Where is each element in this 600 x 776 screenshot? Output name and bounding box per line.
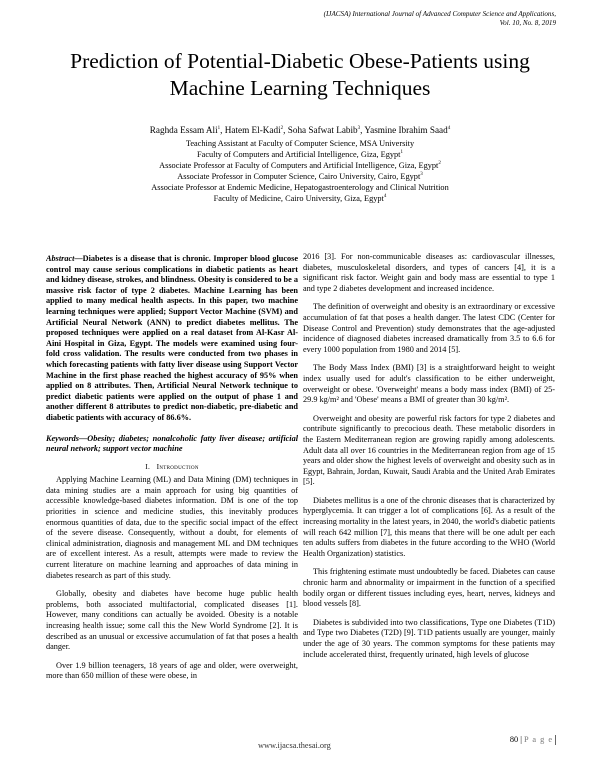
paragraph: Overweight and obesity are powerful risk factors for type 2 diabetes and contribute significantly to precocious death. These metabolic disorders in the Eastern Mediterranean region are growing rapidly among adolescents. Adult data all over 16 countries in the Mediterranean region from age of 15 years and older show the highest levels of overweight and obesity such as in Egypt, Bahrain, Jordan, Kuwait, Saudi Arabia and the United Arab Emirates [5]. xyxy=(303,413,555,487)
page-number: 80 | P a g e xyxy=(510,735,556,745)
journal-name: (IJACSA) International Journal of Advanced Computer Science and Applications, xyxy=(323,10,556,18)
author-2: Hatem El-Kadi$^2$ xyxy=(224,125,284,135)
author-1: Raghda Essam Ali$^1$ xyxy=(149,125,221,135)
keywords: Keywords—Obesity; diabetes; nonalcoholic fatty liver disease; artificial neural network; support vector machine xyxy=(46,433,298,454)
journal-header xyxy=(176,10,556,28)
journal-volume: Vol. 10, No. 8, 2019 xyxy=(499,19,556,28)
affiliation-line: Teaching Assistant at Faculty of Computer Science, MSA University xyxy=(185,139,415,148)
affiliation-line: Faculty of Computers and Artificial Intelligence, Giza, Egypt$^1$ xyxy=(197,150,403,160)
right-column xyxy=(303,252,555,732)
abstract-text: —Diabetes is a disease that is chronic. Improper blood glucose control may cause serious complications in diabetic patients as heart and kidney disease, strokes, and blindness. Obesity is considered to be a massive risk factor of type 2 diabetes. Machine Learning has been applied to many medical health aspects. In this paper, two machine learning techniques were applied; Support Vector Machine (SVM) and Artificial Neural Network (ANN) to predict diabetes mellitus. The proposed techniques were applied on a real dataset from Al-Kasr Al-Aini Hospital in Giza, Egypt. The models were examined using four-fold cross validation. The results were conducted from two phases in which forecasting patients with fatty liver disease using Support Vector Machine in the first phase reached the highest accuracy of 95% when applied on 8 attributes. Then, Artificial Neural Network technique to predict diabetic patients were applied on the output of phase 1 and another different 8 attributes to predict non-diabetic, pre-diabetic and diabetic patients with accuracy of 86.6%. xyxy=(46,254,298,422)
paragraph: 2016 [3]. For non-communicable diseases as: cardiovascular illnesses, diabetes, musculoskeletal disorders, and types of cancers [4], it is a significant risk factor. Weight gain and body mass are essential to type 1 and type 2 diabetes development and increased incidence. xyxy=(303,252,555,293)
abstract xyxy=(46,254,298,424)
author-4: Yasmine Ibrahim Saad$^4$ xyxy=(364,125,451,135)
affiliation-line: Faculty of Medicine, Cairo University, Giza, Egypt$^4$ xyxy=(213,194,387,204)
affiliation-line: Associate Professor at Endemic Medicine, Hepatogastroenterology and Clinical Nutrition xyxy=(151,183,449,193)
abstract-label: Abstract xyxy=(46,254,75,263)
paragraph: Diabetes mellitus is a one of the chronic diseases that is characterized by hyperglycemia. It can trigger a lot of complications [6]. As a result of the increasing mortality in the latest years, in 2040, the world's diabetic patients will reach 642 million [7], this means that there will be one adult per each ten adults suffers from diabetes in the future according to the WHO (World Health Organization) statistics. xyxy=(303,495,555,558)
affiliations xyxy=(40,138,560,205)
footer-url: www.ijacsa.thesai.org xyxy=(258,741,331,750)
affiliation-line: Associate Professor in Computer Science, Cairo University, Cairo, Egypt$^3$ xyxy=(177,172,423,182)
paragraph: The definition of overweight and obesity is an extraordinary or excessive accumulation of fat that poses a health danger. The latest CDC (Center for Disease Control and Prevention) study demonstrates that the age-adjusted incidence of diagnosed diabetes increased dramatically from 3.5 to 6.6 for every 1000 population from 1980 and 2014 [5]. xyxy=(303,302,555,354)
author-list: Raghda Essam Ali$^1$, Hatem El-Kadi$^2$, Soha Safwat Labib$^3$, Yasmine Ibrahim Saad$^4$ xyxy=(149,125,451,135)
affiliation-line: Associate Professor at Faculty of Computers and Artificial Intelligence, Giza, Egypt$^2$ xyxy=(159,161,441,171)
section-heading: I. Introduction xyxy=(145,461,199,471)
title-line-1: Prediction of Potential-Diabetic Obese-Patients using xyxy=(70,49,530,73)
paragraph: Over 1.9 billion teenagers, 18 years of age and older, were overweight, more than 650 million of these were obese, in xyxy=(46,660,298,681)
paragraph: Diabetes is subdivided into two classifications, Type one Diabetes (T1D) and Type two Diabetes (T2D) [9]. T1D patients usually are younger, mainly under the age of 30 years. The common symptoms for these patients may include accelerated thirst, frequently urinated, high levels of glucose xyxy=(303,617,555,659)
author-3: Soha Safwat Labib$^3$ xyxy=(287,125,361,135)
paragraph: Globally, obesity and diabetes have become huge public health problems, both associated multifactorial, complicated diseases [1]. However, many conditions can actually be avoided. Obesity is a notable increasing health issue; some call this the New World Syndrome [2]. It is described as an unusual or excessive accumulation of fat that poses a health danger. xyxy=(46,589,298,652)
paragraph: Applying Machine Learning (ML) and Data Mining (DM) techniques in data mining studies are a main approach for using big quantities of accessible knowledge-based diabetes information. DM is one of the top priorities in science and medicine studies, this inevitably produces enormous quantities of data, due to the specific social impact of the effect of the severe disease. Consequently, without a doubt, for elements of clinical administration, diagnosis and management ML and DM techniques are of excellent interest. As a result, attempts were made to review the current literature on machine learning and approaches of data mining in diabetes research as part of this study. xyxy=(46,475,298,580)
left-column xyxy=(46,254,298,734)
title-line-2: Machine Learning Techniques xyxy=(169,76,431,100)
paragraph: The Body Mass Index (BMI) [3] is a straightforward height to weight index usually used for adult's classification to be either underweight, overweight or obese. 'Overweight' means a body mass index (BMI) of 25-29.9 kg/m² and 'Obese' means a BMI of greater than 30 kg/m². xyxy=(303,363,555,405)
paragraph: This frightening estimate must undoubtedly be faced. Diabetes can cause chronic harm and abnormality or impairment in the function of a specified bodily organ or different tissues including eyes, heart, nerves, kidneys and blood vessels [8]. xyxy=(303,567,555,609)
paper-title xyxy=(20,48,580,102)
